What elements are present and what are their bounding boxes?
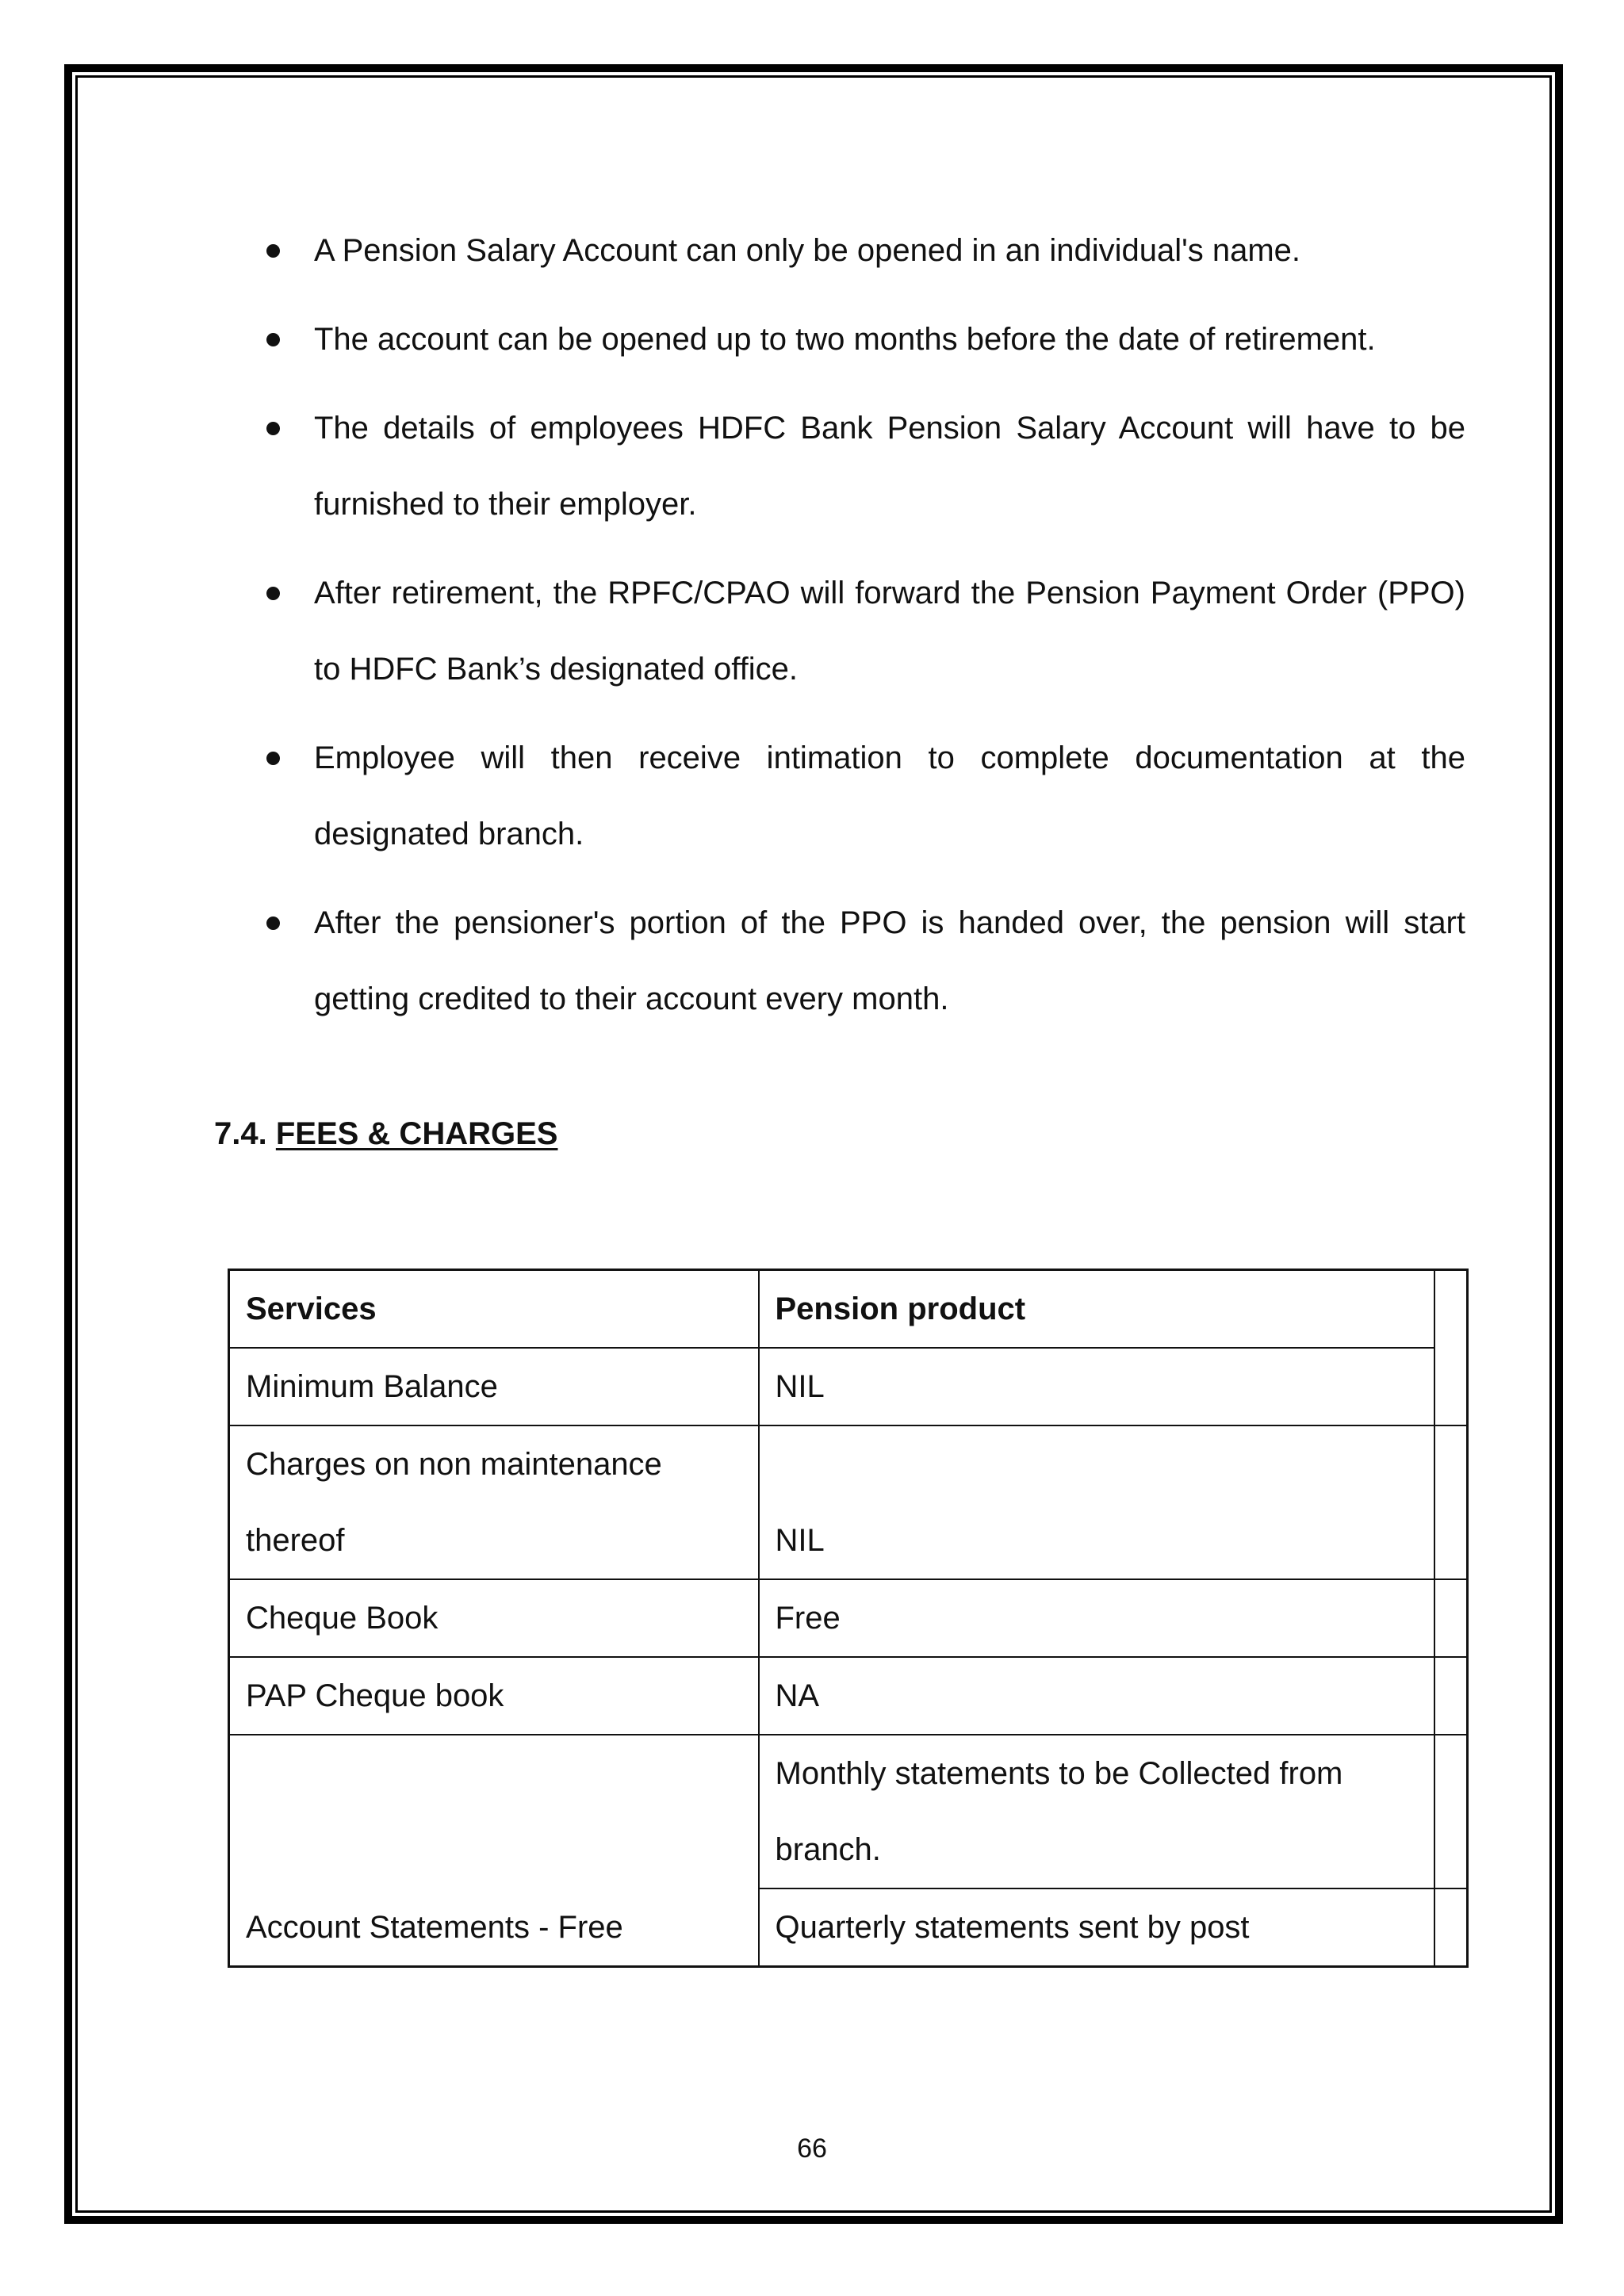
cell-value-line: Monthly statements to be Collected from xyxy=(775,1756,1343,1791)
bullet-text: Employee will then receive intimation to complete documentation at the designated branch. xyxy=(314,740,1465,851)
bullet-text: After the pensioner's portion of the PPO is handed over, the pension will start getting credited to their account every month. xyxy=(314,905,1465,1016)
cell-value: Quarterly statements sent by post xyxy=(759,1888,1434,1967)
bullet-text: The details of employees HDFC Bank Pension Salary Account will have to be furnished to their employer. xyxy=(314,411,1465,522)
bullet-icon xyxy=(266,390,281,466)
bullet-item xyxy=(266,885,1465,1037)
cell-value: Free xyxy=(759,1579,1434,1657)
bullet-icon xyxy=(266,720,281,796)
table-row xyxy=(229,1425,1468,1579)
cell-service: Cheque Book xyxy=(229,1579,759,1657)
table-header-row xyxy=(229,1270,1468,1349)
cell-service: Minimum Balance xyxy=(229,1348,759,1425)
table-extra-cell xyxy=(1434,1425,1468,1579)
table-extra-cell xyxy=(1434,1888,1468,1967)
table-row xyxy=(229,1348,1468,1425)
cell-service: Account Statements - Free xyxy=(229,1735,759,1967)
bullet-text: The account can be opened up to two months before the date of retirement. xyxy=(314,322,1376,357)
table-extra-cell xyxy=(1434,1270,1468,1426)
bullet-text: After retirement, the RPFC/CPAO will forward the Pension Payment Order (PPO) to HDFC Bank’s designated office. xyxy=(314,576,1465,687)
cell-service: PAP Cheque book xyxy=(229,1657,759,1735)
cell-value xyxy=(759,1735,1434,1888)
table-row xyxy=(229,1735,1468,1888)
bullet-icon xyxy=(266,301,281,377)
bullet-item xyxy=(266,555,1465,707)
header-pension-product: Pension product xyxy=(759,1270,1434,1349)
eligibility-bullet-list xyxy=(266,212,1465,1050)
bullet-icon xyxy=(266,885,281,961)
header-services: Services xyxy=(229,1270,759,1349)
bullet-icon xyxy=(266,555,281,631)
page-number: 66 xyxy=(797,2133,827,2164)
cell-service-line: thereof xyxy=(246,1523,345,1558)
table-extra-cell xyxy=(1434,1657,1468,1735)
bullet-item xyxy=(266,390,1465,542)
cell-service xyxy=(229,1425,759,1579)
section-heading xyxy=(214,1110,557,1158)
bullet-icon xyxy=(266,212,281,289)
section-title: FEES & CHARGES xyxy=(275,1116,558,1151)
cell-service-line: Charges on non maintenance xyxy=(246,1447,662,1482)
cell-value: NA xyxy=(759,1657,1434,1735)
bullet-item xyxy=(266,301,1465,377)
bullet-text: A Pension Salary Account can only be opened in an individual's name. xyxy=(314,233,1301,268)
fees-charges-table xyxy=(228,1269,1469,1968)
cell-value: NIL xyxy=(759,1348,1434,1425)
cell-value-line: branch. xyxy=(775,1832,881,1867)
bullet-item xyxy=(266,720,1465,872)
table-row xyxy=(229,1579,1468,1657)
section-number: 7.4. xyxy=(214,1116,267,1151)
table-row xyxy=(229,1657,1468,1735)
table-extra-cell xyxy=(1434,1735,1468,1888)
bullet-item xyxy=(266,212,1465,289)
table-extra-cell xyxy=(1434,1579,1468,1657)
cell-value: NIL xyxy=(759,1425,1434,1579)
